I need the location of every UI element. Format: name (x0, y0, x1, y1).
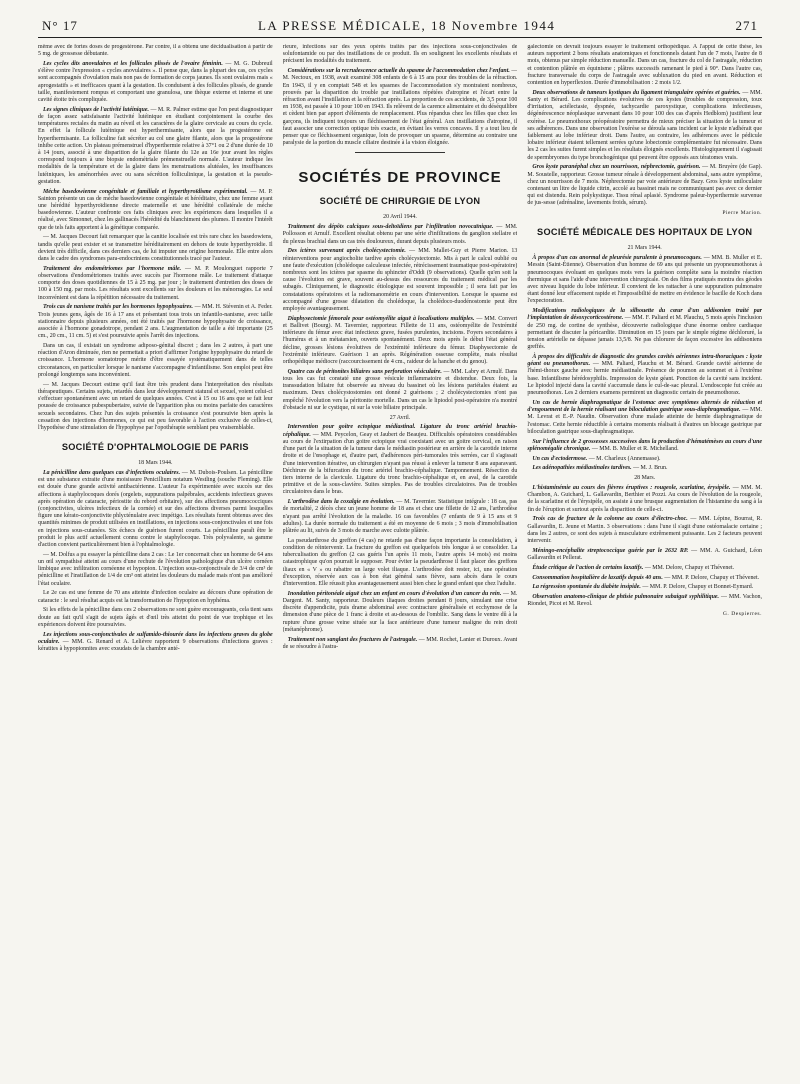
article-text: — M. Nectoux, en 1938, avait examiné 308 enfants de 6 à 15 ans pour des troubles de la réfraction. En 1943, il y en comptait 548 et les spasmes de l'accommodation s'y montraient nombreux, prouvés par la disparition du trouble par instillations répétées d'atropine et l'écart entre la réfraction avant l'instillation et la réfraction après. La proportion de ces accidents, de 3,5 pour 100 en 1938, est passée à 10 pour 100 en 1943. Ils relèvent de la carence alimentaire et du déséquilibre et cèdent bien par apport d'éléments de remplacement. Plus répandus chez les filles que chez les garçons, ils indiquent toujours un fléchissement de l'état général. Aux instillations d'atropine, il faut associer une correction optique très exacte, en évitant les verres concaves. Il y a tout lieu de penser que ce fléchissement organique, loin de provoquer un spasme, détermine au contraire une paralysie de la portion du muscle ciliaire destinée à la vision éloignée. (282, 68, 518, 147)
article-paragraph (527, 354, 762, 397)
page-number: 271 (735, 18, 758, 33)
article-paragraph (283, 499, 518, 535)
article-paragraph (283, 316, 518, 366)
session-date: 27 Avril. (389, 414, 411, 421)
article-paragraph (527, 90, 762, 162)
article-heading: Considérations sur la recrudescence actuelle du spasme de l'accommodation chez l'enfant. (287, 68, 510, 75)
article-paragraph (527, 516, 762, 545)
article-text: — MM. Peycelon, Geay et Jaubert de Beaujeu. Difficultés opératoires considérables au cours de l'extirpation d'un goitre ectopique vrai coexistant avec un goitre cervical, en raison d'une part de la situation de la tumeur dans le médiastin postérieur en arrière de la carotide interne droite et de l'œsophage et, d'autre part, d'adhérences péri-tumorales très serrées, car il s'agissait d'une intervention itérative, un chirurgien n'ayant pas réussi à enlever la tumeur 8 ans auparavant. Déchirure de la bifurcation du tronc artériel brachio-céphalique. Tamponnement. Résection du tiers interne de la clavicule. Ligature du tronc brachio-céphalique et, en aval, de la carotide primitive et de la sous-clavière. Suites simples. Pas de troubles circulatoires. Pas de troubles circulatoires dans le bras. (282, 431, 518, 496)
article-heading: Méche basedowienne congénitale et familiale et hyperthyroïdisme expérimental. (43, 188, 248, 195)
article-text: — M. R. Palmer estime que l'on peut diagnostiquer de façon assez satisfaisante l'activité lutéinique en étudiant conjointement la courbe des températures rectales du matin au réveil et les caractères de la glaire cervicale au cours du cycle. En effet la follicule lutéinique est hyperthermisante, alors que la progestérone est hyperthermisante. La folliculine fait sécréter au col une glaire filante, alors que la progestérone inhibe cette action. Un plateau prémenstruel d'hyperthermie relative à 37°1 ou 2 d'une durée de 10 à 14 jours, associé à une disparition de la glaire filante du 12e au 16e jour avant les règles correspond toujours à une biopsie endométriale prémenstruelle normale. L'auteur indique les modalités de la température et de la glaire dans les menstruations alutéales, les insuffisances lutéiniques, les aménorrhées avec ou sans sécrétion folliculinique, la gestation et la pseudo-gestation. (38, 106, 273, 185)
article-heading: Les adénopathies médiastinales tardives. (532, 465, 632, 472)
page-header (38, 18, 762, 38)
article-text: — MM. Santy et Bérard. Les complications évolutives de ces kystes (troubles de compression, toux d'irritation, actélectasie, dyspnée, tachycardie paroxystique, complications infectieuses, dégénérescence néoplasique survenant dans 10 pour 100 des cas d'après Hedblom) justifient leur exérèse. Le pneumothorax préopératoire permettra de mieux préciser la situation de la tumeur et ses adhérences. Dans une observation l'exérèse se déroula sans incident car le kyste n'adhérait que faiblement au lobe inférieur droit. Dans l'autre, au contraire, les adhérences avec le pédicule lobaire inférieur étaient tellement serrées qu'une lobectomie complémentaire fut nécessaire. Dans les 2 cas les suites furent simples et les résultats éloignés excellents. Histologiquement il s'agissait de spermbryomes du type bronchogénique qui peuvent être opposés aux tératomes vrais. (527, 89, 762, 161)
article-text: — M. P. Sainton présente un cas de mèche basedowienne congénitale et héréditaire, chez une femme ayant une hérédité hyperthyroïdienne directe maternelle et une hérédité collatérale de mèche basedowienne. L'auteur confronte ces faits cliniques avec les expériences dans lesquelles il a réalisé, avec Simonnet, chez les gallinacés l'hérédité du blanchiment des plumes. Il montre l'intérêt que de tels faits apportent à la génétique comparée. (38, 188, 273, 231)
article-text: Si les effets de la pénicilline dans ces 2 observations ne sont guère encourageants, cela tient sans doute au fait qu'il s'agit de sujets âgés et d'œil très atteint du point de vue trophique et les expériences doivent être poursuivies. (38, 607, 273, 628)
article-heading: Observation anatomo-clinique de phtisie pulmonaire subaiguë syphilitique. (532, 594, 720, 601)
article-heading: Traitement des endométriomes par l'hormone mâle. (43, 265, 182, 272)
article-text: — MM. Rochet, Lanier et Duroux. Avant de se résoudre à l'astra- (282, 636, 518, 650)
article-paragraph (527, 465, 762, 472)
session-date: 28 Mars. (634, 475, 656, 482)
article-paragraph (38, 343, 273, 379)
article-paragraph (527, 439, 762, 453)
article-paragraph (527, 575, 762, 582)
article-heading: Des ictères survenant après cholécystectomie. (287, 248, 406, 255)
article-paragraph (38, 107, 273, 186)
article-heading: Modifications radiologiques de la silhouette du cœur d'un addisonien traité par l'implantation de désoxycorticostérone. (527, 308, 762, 322)
article-text: — MM. Delore, Chapuy et Thévenet. (643, 564, 735, 571)
article-text: même avec de fortes doses de progestérone. Par contre, il a obtenu une décidualisation à partir de 5 mg. de grossesse débutante. (38, 44, 273, 58)
article-heading: L'histaminémie au cours des fièvres éruptives : rougeole, scarlatine, érysipèle. (532, 484, 731, 491)
article-paragraph (283, 538, 518, 588)
article-text: — M. Tavernier. Statistique intégrale : 18 cas, pas de mortalité, 2 décès chez un jeune homme de 18 ans et chez une fillette de 12 ans, l'arthrodèse n'ayant pas arrêté l'évolution de la maladie. 16 cas favorables (7 enfants de 9 à 15 ans et 9 adultes). La durée normale du traitement a été en moyenne de 6 mois ; 3 mois d'immobilisation plâtrée au lit, suivis de 3 mois de marche avec culotte plâtrée. (282, 499, 518, 534)
article-text: — MM. H. Stévenin et A. Feder. Trois jeunes gens, âgés de 16 à 17 ans et présentant tous trois un infantilo-nanisme, avec taille stationnaire depuis plusieurs années, ont été traités par l'hormone hypophysaire de croissance, associée à l'hormone gonadotrope, pendant 2 ans. L'augmentation de taille a été importante (25 cm., 20 cm., 11 cm. 5) et s'est poursuivie après l'arrêt des injections. (38, 304, 273, 340)
article-text: — M. Dolfus a pu essayer la pénicilline dans 2 cas : Le 1er concernait chez un homme de 64 ans un œil sympathisé atteint au cours d'une rechute de l'évolution pathologique d'un ulcère cornéen limbique avec infiltration cornéenne et hypopion. L'injection sous-conjonctivale de 3/4 de cm³ de pénicilline et l'instillation de 1/4 de cm³ ont atteint les douleurs du malade mais n'ont pas amélioré l'état oculaire. (38, 551, 273, 587)
article-heading: Trois cas de fracture de la colonne au cours d'électro-choc. (532, 516, 688, 523)
section-title: SOCIÉTÉ D'OPHTALMOLOGIE DE PARIS (61, 442, 249, 453)
article-paragraph (527, 308, 762, 351)
article-heading: Deux observations de tumeurs kystiques du ligament triangulaire opérées et guéries. (532, 89, 741, 96)
article-text: — MM. Pollosson et Arnulf. Excellent résultat obtenu par une série d'infiltrations du ganglion stellaire et du plexus brachial dans un cas très douloureux, durant depuis plusieurs mois. (282, 224, 518, 245)
article-text: — M. Bruyère (de Gap). M. Soustelle, rapporteur. Grosse tumeur rénale à développement abdominal, sans autre symptôme, chez un nourrisson de 7 mois. Néphrectomie par voie antérieure de Bazy. Gros kyste uniloculaire contenant un litre de liquide citrin, accolé au bassinet mais ne communiquant pas avec ce dernier qui est distendu. Rein polykystique. Tissu rénal aplasié. Syndrome paleur-hyperthermie survenue de jus-sesse (adrénaline, lavements froids, sérum). (527, 164, 762, 207)
article-heading: Les cycles dits anovulaires et les follicules plissés de l'ovaire féminin. (43, 61, 223, 67)
article-text: — M. J. Brun. (631, 465, 668, 472)
section-title: SOCIÉTÉ MÉDICALE DES HOPITAUX DE LYON (537, 227, 753, 238)
article-text: — MM. Paliard, Plauchu et M. Bérard. Grande cavité aérienne de l'hémi-thorax gauche avec hernie médiastinale. Présence de poumon au sommet et à l'extrême base. Infantilisme hérédosyphilis. Impression de kyste géant. Ponction de la cavité sans incident. Le lipiodol injecté dans la cavité s'accumule dans le cul-de-sac pleural. L'endoscopie fut créée au pneumothorax. Les 2 derniers examens permirent un diagnostic certain de pneumothorax. (527, 361, 762, 397)
article-paragraph (38, 470, 273, 549)
article-heading: Méningo-encéphalite streptococcique guérie par le 2632 RP. (532, 547, 689, 554)
article-text: — MM. P. Delore, Chapuy et Thévenet. (662, 574, 760, 581)
column-3 (527, 44, 762, 1084)
article-text: — M. Dargent. M. Santy, rapporteur. Douleurs iliaques droites pendant 8 jours, simulant une crise discrète d'appendicite, puis drame abdominal avec contracture généralisée et ecchymose de la dimension d'une pièce de 1 franc à droite et au-dessous de l'ombilic. Sang dans le ventre dû à la rupture d'une grosse veine située sur la face antérieure d'une tumeur maligne du rein droit (métanéphrome). (282, 590, 518, 633)
article-heading: Intervention pour goitre ectopique médiastinal. Ligature du tronc artériel brachio-céphalique. (282, 424, 518, 438)
article-text: — MM. P. Delore, Chapuy et Bonnet-Eymard. (640, 584, 754, 591)
article-paragraph (38, 44, 273, 58)
article-text: — M. Jacques Decourt fait remarquer que la canitie localisée est très rare chez les basedowiens, tandis qu'elle peut exister et se transmettre héréditairement en dehors de toute hyperthyroïdie. Il devient très difficile, dans ces derniers cas, de lui imputer une origine hormonale. Elle entre alors dans le cadre des syndromes para-endocriniens constitutionnels tracé par l'auteur. (38, 234, 273, 263)
article-heading: Un cas d'ectodermose. (532, 455, 588, 462)
article-paragraph (283, 68, 518, 147)
article-text: La pseudarthrose du greffon (4 cas) ne retarde pas d'une façon importante la consolidation, à condition de réintervenir. La fracture du greffon est quelquefois très longue à se consolider. La tuberculisation du greffon (2 cas guéris l'un après 11 mois, l'autre après 14 mois) est moins catastrophique qu'on pourrait le supposer. Pour éviter la pseudarthrose il faut placer des greffons iliaux en « V » ou rabattre un large volet iliaque. L'arthrodèse doit rester, ici, une opération d'exception, réservée aux cas à bon état général sans fièvre, sans abcès dans le cours d'intervention. Elle réussit plus avantageusement aussi bien chez le grand enfant que chez l'adulte. (282, 537, 518, 587)
article-text: — MM. F. Paliard et M. Plauchu, 5 mois après l'inclusion de 250 mg. de cortine de synthèse, découverte radiologique d'une énorme ombre cardiaque permettant de discuter la péricardite. Diminution en 15 jours par le simple régime déchloruré, la tension artérielle ne dépasse jamais 13,5/8. Ne pas chlorurer de façon excessive les addisoniens greffés. (527, 315, 762, 351)
article-text: — MM. B. Muller et E. Messin (Saint-Étienne). Observation d'un homme de 69 ans qui présente un pyopneumothorax à pneumocoques évoluant en quelques mois vers la guérison complète sans la moindre réaction thermique et sans l'aide d'une intervention chirurgicale. On des films pratiqués montra des géodes avec niveau liquide du lobe inférieur. Il convient de les rattacher à une suppuration pulmonaire étant donné leur effacement rapide et l'impossibilité de mettre en évidence le bacille de Koch dans l'expectoration. (527, 255, 762, 305)
article-paragraph (283, 248, 518, 313)
column-1 (38, 44, 273, 1084)
article-heading: La régression spontanée du diabète insipide. (532, 584, 641, 591)
article-heading: L'arthrodèse dans la coxalgie en évolution. (287, 499, 395, 506)
article-paragraph (527, 485, 762, 514)
article-heading: Les signes cliniques de l'activité lutéinique. (43, 106, 149, 113)
article-heading: Sur l'influence de 2 grossesses successives dans la production d'hématémèses au cours d'une splénomégalie chronique. (527, 438, 762, 452)
article-text: galectomie on devrait toujours essayer le traitement orthopédique. À l'appui de cette thèse, les auteurs rapportent 2 bons résultats anatomiques et fonctionnels datant l'un de 7 mois, l'autre de 8 mois, obtenus par simple réduction manuelle. Dans un cas, fracture du col de l'astragale, réduction et contention plâtrée en équinisme ; plâtres successifs ramenant le pied à 90°. Dans l'autre cas, fracture transversale du corps de l'astragale avec subluxation du pied en avant. Réduction et contention en hyperflexion. Durée d'immobilisation : 2 mois 1/2. (527, 44, 762, 87)
article-paragraph (38, 234, 273, 263)
article-text: — MM. Labry et Arnulf. Dans tous les cas fut constaté une grosse vésicule inflammatoire et distendue. Deux fois, la transsudation biliaire fut observée au niveau du bassinet où les lésions pariétales étaient au maximum. Deux cholécystostomies ont donné 2 guérisons ; 2 cholécystectomies n'ont pas empêché l'évolution vers la péritonite mortelle. Dans un cas le lipiodol post-opératoire n'a montré d'obstacle ni sur le cystique, ni sur la voie biliaire principale. (282, 368, 518, 411)
article-text: — MM. Mallet-Guy et Pierre Marion. 13 réinterventions pour angiocholite tardive après cholécystectomie. Mis à part le calcul oublié ou une faute d'exécution (cholédoque calculeuse infectée, rétrécissement traumatique post-opératoire) nombreux sont les ictères par spasme du sphincter d'Oddi (9 observations). Quelle qu'en soit la cause l'évolution est grave, souvent au-dessus des ressources du traitement médical par les subagés. Cliniquement, le diagnostic étiologique est souvent impossible ; il sera fait par les constatations opératoires et la radiomanométrie en cours d'intervention. Lorsque le spasme est accompagné d'une grosse dilatation du cholédoque, la cholédoco-duodénostomie peut être employée avantageusement. (282, 248, 518, 313)
article-columns (38, 44, 762, 1084)
article-text: Le 2e cas est une femme de 70 ans atteinte d'infection oculaire au décours d'une opération de cataracte : le seul résultat acquis est la transformation de l'hypopion en hyphéma. (38, 590, 273, 604)
article-paragraph (283, 591, 518, 634)
issue-number: N° 17 (42, 18, 78, 33)
article-paragraph (38, 552, 273, 588)
article-paragraph (283, 637, 518, 651)
article-text: — MM. G. Renard et A. Lelièvre rapportent 9 observations d'infections graves : kératites à hypopionnites avec exsudats de la chambre anté- (38, 638, 273, 652)
article-text: — M. Jacques Decourt estime qu'il faut être très prudent dans l'interprétation des résultats thérapeutiques. Certains sujets, retardés dans leur développement statural et sexuel, voient celui-ci s'effectuer spontanément avec un retard de quelques années. C'est à 15 ou 16 ans que se fait leur poussée de croissance pubespubertaire, suivie de l'apparition plus ou moins parfaite des caractères sexuels secondaires. Chez l'un des sujets présentés la croissance s'est poursuivie bien après la cessation des injections d'hormones, ce qui est peu favorable à l'action exclusive de celles-ci, l'hypothèse d'une stimulation de l'hypophyse par l'opothérapie semblant peu vraisemblable. (38, 381, 273, 431)
article-paragraph (527, 594, 762, 608)
author-signature: G. Despierres. (722, 611, 762, 618)
article-paragraph (527, 164, 762, 207)
divider (355, 152, 444, 153)
article-text: — MM. Convert et Ballivet (Bourg). M. Tavernier, rapporteur. Fillette de 11 ans, ostéomyélite de l'extrémité inférieure du fémur avec état infectieux grave, fusées purulentes, incisions. Foyers secondaires à l'humérus et à un métatarsien, ouverts spontanément. Deux mois après le début l'état général décline, grosses lésions évolutives de l'extrémité inférieure du fémur. Diaphysectomie de l'extrémité inférieure. Guérison 1 an après. Régénération osseuse complète, mais résultat orthopédique médiocre (raccourcissement de 4 cm., raideur de la hanche et du genou). (282, 315, 518, 366)
article-text: Dans un cas, il existait un syndrome adiposo-génital discret ; dans les 2 autres, à part une réaction d'Aron diminuée, rien ne permettait a priori d'affirmer l'origine hypophysaire du retard de croissance. L'hormone somatotrope mérite d'être essayée systématiquement dans de telles circonstances, en particulier lorsque le nanisme s'accompagne d'infantilisme. Son emploi peut être prolongé longtemps sans inconvénient. (38, 343, 273, 378)
publication-title: LA PRESSE MÉDICALE, 18 Novembre 1944 (257, 18, 556, 33)
article-heading: Étude critique de l'action de certains laxatifs. (532, 564, 644, 571)
article-heading: À propos des difficultés de diagnostic des grandes cavités aériennes intra-thoraciques : kyste géant ou pneumothorax. (527, 354, 762, 368)
article-heading: La pénicilline dans quelques cas d'infections oculaires. (43, 469, 181, 476)
article-text: — MM. Vachon, Riondet, Picot et M. Revol. (527, 594, 762, 608)
article-paragraph (283, 224, 518, 246)
article-paragraph (38, 607, 273, 629)
article-heading: Traitement non sanglant des fractures de l'astragale. (287, 636, 418, 643)
article-paragraph (527, 400, 762, 436)
article-heading: À propos d'un cas anormal de pleurésie purulente à pneumocoques. (532, 255, 702, 262)
article-text: — M. G. Dubreuil s'élève contre l'expression « cycles anovulaires ». Il pense que, dans la plupart des cas, ces cycles sont accompagnés d'ovulation mais non pas de formation de corps jaunes. Ils sont ovulaires mais « aprogestatifs » et inefficaces quant à la gestation. Ils conduisent à des follicules plissés, de grande taille, manifestement rompus et comportant une granulosa, une thèque externe et interne et une cavité étoite très compliquée. (38, 61, 273, 104)
article-heading: Quatre cas de péritonites biliaires sans perforation vésiculaire. (287, 368, 442, 375)
article-paragraph (527, 456, 762, 463)
section-title: SOCIÉTÉS DE PROVINCE (298, 169, 502, 187)
article-text: — M. Dubois-Poulsen. La pénicilline est une substance extraite d'une moisissure Penicillium notatum Westling (souche Fleming). Elle est douée d'une grande activité antibactérienne. L'auteur l'a expérimentée avec succès sur des affections à staphylocoques dorés (orgelets, suppurations palpébrales, accidents infectieux graves après opération de cataracte, périostite du rebord orbitaire), sur des affections pneumococciques (conjonctivites, ulcères infectieux de la cornée) et sur des affections diverses parmi lesquelles figure une kérato-conjonctivite phlycténulaire avec impétigo. Les résultats furent obtenus avec des quantités minimes de produit utilisées en instillations, en injections sous-conjonctivales et une fois en injections sous-cutanées. Six échecs de guérison furent courts. La pénicilline paraît être le produit le plus actif actuellement connu contre le staphylocoque. Très polyvalente, sa gamme d'action convient particulièrement bien à l'ophtalmologie. (38, 469, 273, 548)
article-paragraph (38, 266, 273, 302)
article-text: — MM. A. Guichard, Léon Gallavardin et Pellerat. (527, 547, 762, 561)
session-date: 21 Mars 1944. (627, 245, 662, 252)
article-paragraph (38, 61, 273, 104)
article-text: — MM. Lépine, Bourrat, R. Gallavardin, E. Jeune et Martin. 3 observations : dans l'une il s'agit d'une ostéomalacie certaine ; dans les 2 autres, ce sont des sujets à musculature extrêmement puissante. Les 2 facteurs peuvent intervenir. (527, 516, 762, 544)
article-paragraph (527, 584, 762, 591)
author-signature: Pierre Marion. (722, 210, 762, 217)
session-date: 20 Avril 1944. (383, 214, 417, 221)
article-paragraph (38, 189, 273, 232)
article-text: rieure, infections sur des yeux opérés traités par des injections sous-conjonctivales de solufontamide ou par des instillations de ce produit. Ils en soulignent les excellents résultats et précisent les modalités du traitement. (282, 44, 518, 65)
article-heading: Gros kyste paranéphal chez un nourrisson, néphrectomie, guérison. (532, 164, 701, 171)
article-heading: Diaphysectomie fémorale pour ostéomyélite aiguë à localisations multiples. (287, 315, 475, 322)
article-text: — MM. M. Chambon, A. Guichard, L. Gallavardin, Berthier et Pozzi. Au cours de l'évolution de la rougeole, de la scarlatine et de l'érysipèle, on assiste à une brusque augmentation de l'histamine du sang à la fin de l'éruption et surtout après la disparition de celle-ci. (527, 484, 762, 513)
article-heading: Inondation péritonéale aiguë chez un enfant en cours d'évolution d'un cancer du rein. (287, 590, 502, 597)
article-text: — MM. M. Levrat et E.-P. Naudin. Observation d'une malade atteinte de hernie diaphragmatique de l'estomac. Cette hernie réductible à certains moments réalisait à d'autres un blocage gastrique par biloculation gastrique sous-diaphragmatique. (527, 407, 762, 435)
session-date: 18 Mars 1944. (138, 460, 173, 467)
article-heading: Consommation hospitalière de laxatifs depuis 40 ans. (532, 574, 663, 581)
article-heading: Traitement des dépôts calciques sous-deltoïdiens par l'infiltration novocaïnique. (287, 224, 494, 231)
article-heading: Les injections sous-conjonctivales de sulfamido-thiourée dans les infections graves du globe oculaire. (38, 631, 273, 645)
article-text: — M. P. Moulonguet rapporte 7 observations d'endométriomes traités avec succès par l'hormone mâle. Le traitement d'attaque comporte des doses quotidiennes de 15 à 25 mg. par jour ; le traitement d'entretien des doses de 100 à 150 mg. par mois. Les résultats sont excellents sur les douleurs et les ménorragies. Le seul inconvénient est dans la répétition nécessaire du traitement. (38, 265, 273, 301)
article-paragraph (38, 590, 273, 604)
article-text: — M. Charleux (Annemasse). (587, 455, 661, 462)
article-paragraph (283, 424, 518, 496)
section-title: SOCIÉTÉ DE CHIRURGIE DE LYON (319, 196, 481, 207)
article-paragraph (527, 255, 762, 305)
article-heading: Trois cas de nanisme traités par les hormones hypophysaires. (43, 304, 194, 311)
article-text: — MM. B. Muller et R. Michelland. (590, 445, 679, 452)
article-paragraph (283, 44, 518, 66)
article-heading: Un cas de hernie diaphragmatique de l'estomac avec symptômes alternés de réduction et d'engouement de la hernie réalisant une biloculation gastrique sous-diaphragmatique. (527, 399, 762, 414)
article-paragraph (38, 304, 273, 340)
article-paragraph (527, 548, 762, 562)
column-2 (283, 44, 518, 1084)
article-paragraph (38, 382, 273, 432)
article-paragraph (527, 44, 762, 87)
article-paragraph (283, 369, 518, 412)
article-paragraph (527, 565, 762, 572)
article-paragraph (38, 632, 273, 654)
